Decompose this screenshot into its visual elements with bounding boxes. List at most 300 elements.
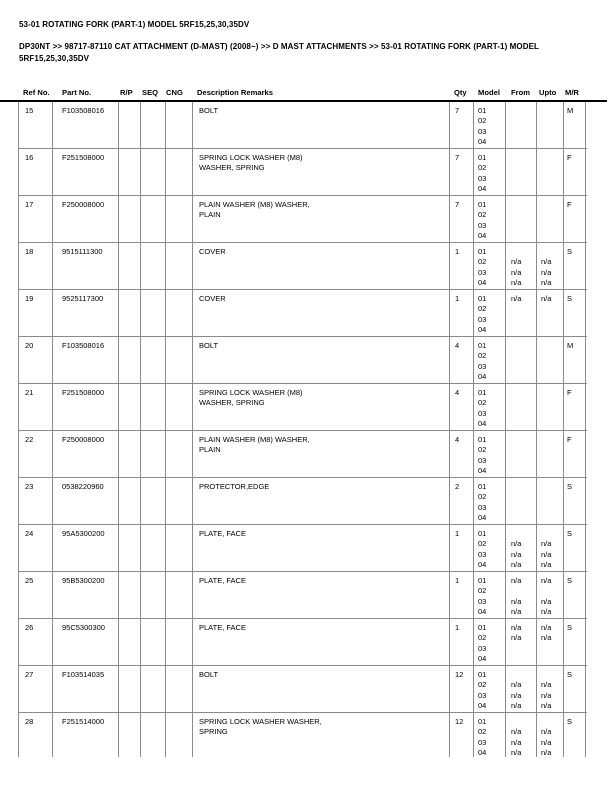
upto-line xyxy=(541,362,561,372)
qty-cell: 4 xyxy=(450,384,474,430)
qty-cell: 7 xyxy=(450,102,474,148)
upto-cell xyxy=(537,478,564,524)
from-line xyxy=(511,221,534,231)
from-line xyxy=(511,106,534,116)
qty-cell: 7 xyxy=(450,196,474,242)
model-cell xyxy=(474,619,506,665)
model-line: 03 xyxy=(478,455,487,465)
cng-cell xyxy=(166,619,193,665)
from-line: n/a xyxy=(511,560,522,570)
description-cell xyxy=(193,102,450,148)
upto-cell xyxy=(537,337,564,383)
from-cell xyxy=(506,431,537,477)
qty-cell: 1 xyxy=(450,243,474,289)
from-line xyxy=(511,492,534,502)
model-line: 03 xyxy=(478,361,487,371)
model-line: 01 xyxy=(478,247,487,256)
description-cell xyxy=(193,337,450,383)
cng-cell xyxy=(166,478,193,524)
from-line: n/a xyxy=(511,727,522,737)
ref-no-cell: 15 xyxy=(19,102,53,148)
rp-cell xyxy=(119,102,141,148)
mr-cell: F xyxy=(564,149,586,195)
upto-line xyxy=(541,435,561,445)
from-cell xyxy=(506,478,537,524)
cng-cell xyxy=(166,713,193,757)
seq-cell xyxy=(141,525,166,571)
description-line: SPRING xyxy=(199,727,228,737)
table-row xyxy=(19,619,587,666)
model-line: 02 xyxy=(478,257,487,267)
upto-line xyxy=(541,174,561,184)
part-no-cell: 9525117300 xyxy=(53,290,119,336)
cng-cell xyxy=(166,572,193,618)
col-header-upto: Upto xyxy=(539,88,557,97)
from-line xyxy=(511,315,534,325)
breadcrumb-line-2: 5RF15,25,30,35DV xyxy=(19,54,90,64)
upto-line xyxy=(541,247,561,257)
seq-cell xyxy=(141,337,166,383)
model-line: 01 xyxy=(478,623,487,632)
model-cell xyxy=(474,337,506,383)
from-line xyxy=(511,419,534,429)
ref-no-cell: 17 xyxy=(19,196,53,242)
qty-cell: 1 xyxy=(450,290,474,336)
ref-no-cell: 19 xyxy=(19,290,53,336)
upto-cell xyxy=(537,619,564,665)
model-cell xyxy=(474,196,506,242)
part-no-cell: F250008000 xyxy=(53,431,119,477)
upto-line xyxy=(541,231,561,241)
description-cell xyxy=(193,666,450,712)
model-line: 01 xyxy=(478,576,487,585)
model-cell xyxy=(474,149,506,195)
model-line: 01 xyxy=(478,106,487,115)
model-line: 04 xyxy=(478,701,487,711)
from-line xyxy=(511,409,534,419)
from-line xyxy=(511,644,534,654)
upto-line xyxy=(541,372,561,382)
qty-cell: 12 xyxy=(450,666,474,712)
seq-cell xyxy=(141,572,166,618)
mr-cell: S xyxy=(564,290,586,336)
model-line: 02 xyxy=(478,304,487,314)
cng-cell xyxy=(166,196,193,242)
table-row xyxy=(19,572,587,619)
upto-line: n/a xyxy=(541,737,552,747)
model-line: 04 xyxy=(478,325,487,335)
upto-cell xyxy=(537,431,564,477)
upto-line xyxy=(541,137,561,147)
from-line xyxy=(511,200,534,210)
from-line xyxy=(511,362,534,372)
model-line: 01 xyxy=(478,717,487,726)
ref-no-cell: 25 xyxy=(19,572,53,618)
model-line: 04 xyxy=(478,466,487,476)
mr-cell: S xyxy=(564,666,586,712)
col-header-description: Description Remarks xyxy=(197,88,273,97)
qty-cell: 4 xyxy=(450,337,474,383)
cng-cell xyxy=(166,525,193,571)
from-line xyxy=(511,325,534,335)
upto-line xyxy=(541,304,561,314)
table-row xyxy=(19,478,587,525)
model-line: 04 xyxy=(478,231,487,241)
upto-line xyxy=(541,654,561,664)
from-line xyxy=(511,247,534,257)
upto-cell xyxy=(537,196,564,242)
from-cell xyxy=(506,666,537,712)
upto-line: n/a xyxy=(541,257,552,267)
upto-line: n/a xyxy=(541,701,552,711)
table-row xyxy=(19,149,587,196)
from-line: n/a xyxy=(511,680,522,690)
upto-line xyxy=(541,670,561,680)
part-no-cell: F103508016 xyxy=(53,102,119,148)
description-line: WASHER, SPRING xyxy=(199,398,265,408)
from-line xyxy=(511,717,534,727)
upto-line xyxy=(541,445,561,455)
rp-cell xyxy=(119,713,141,757)
description-line: PLATE, FACE xyxy=(199,623,246,632)
model-cell xyxy=(474,102,506,148)
model-cell xyxy=(474,384,506,430)
qty-cell: 4 xyxy=(450,431,474,477)
rp-cell xyxy=(119,619,141,665)
from-line xyxy=(511,513,534,523)
from-line xyxy=(511,445,534,455)
description-line: SPRING LOCK WASHER (M8) xyxy=(199,153,303,162)
model-line: 04 xyxy=(478,748,487,757)
col-header-rp: R/P xyxy=(120,88,133,97)
mr-cell: S xyxy=(564,243,586,289)
cng-cell xyxy=(166,149,193,195)
upto-line: n/a xyxy=(541,576,552,585)
model-line: 01 xyxy=(478,482,487,491)
from-cell xyxy=(506,337,537,383)
from-line xyxy=(511,466,534,476)
upto-line: n/a xyxy=(541,623,552,632)
qty-cell: 12 xyxy=(450,713,474,757)
table-row xyxy=(19,337,587,384)
from-cell xyxy=(506,713,537,757)
model-cell xyxy=(474,431,506,477)
model-line: 02 xyxy=(478,351,487,361)
description-cell xyxy=(193,619,450,665)
from-line: n/a xyxy=(511,701,522,711)
model-line: 01 xyxy=(478,435,487,444)
cng-cell xyxy=(166,243,193,289)
from-line xyxy=(511,388,534,398)
upto-line xyxy=(541,153,561,163)
upto-line xyxy=(541,482,561,492)
col-header-ref-no: Ref No. xyxy=(23,88,50,97)
description-line: COVER xyxy=(199,247,226,256)
upto-cell xyxy=(537,290,564,336)
part-no-cell: 9515111300 xyxy=(53,243,119,289)
table-row xyxy=(19,290,587,337)
cng-cell xyxy=(166,337,193,383)
model-line: 03 xyxy=(478,549,487,559)
from-line xyxy=(511,231,534,241)
table-row xyxy=(19,431,587,478)
part-no-cell: 0538220960 xyxy=(53,478,119,524)
description-cell xyxy=(193,431,450,477)
ref-no-cell: 23 xyxy=(19,478,53,524)
model-line: 01 xyxy=(478,153,487,162)
mr-cell: S xyxy=(564,525,586,571)
seq-cell xyxy=(141,713,166,757)
mr-cell: F xyxy=(564,196,586,242)
model-line: 02 xyxy=(478,492,487,502)
from-line xyxy=(511,351,534,361)
rp-cell xyxy=(119,243,141,289)
from-line: n/a xyxy=(511,690,522,700)
from-line xyxy=(511,372,534,382)
model-line: 02 xyxy=(478,116,487,126)
rp-cell xyxy=(119,431,141,477)
seq-cell xyxy=(141,149,166,195)
cng-cell xyxy=(166,666,193,712)
from-cell xyxy=(506,290,537,336)
table-row xyxy=(19,196,587,243)
from-line: n/a xyxy=(511,549,522,559)
model-line: 02 xyxy=(478,445,487,455)
col-header-mr: M/R xyxy=(565,88,579,97)
upto-line xyxy=(541,184,561,194)
from-line xyxy=(511,116,534,126)
col-header-cng: CNG xyxy=(166,88,183,97)
model-line: 01 xyxy=(478,529,487,538)
model-cell xyxy=(474,478,506,524)
model-line: 04 xyxy=(478,654,487,664)
model-line: 03 xyxy=(478,173,487,183)
cng-cell xyxy=(166,431,193,477)
upto-cell xyxy=(537,149,564,195)
mr-cell: S xyxy=(564,572,586,618)
seq-cell xyxy=(141,384,166,430)
upto-line xyxy=(541,644,561,654)
ref-no-cell: 16 xyxy=(19,149,53,195)
mr-cell: F xyxy=(564,431,586,477)
mr-cell: M xyxy=(564,337,586,383)
description-line: WASHER, SPRING xyxy=(199,163,265,173)
mr-cell: F xyxy=(564,384,586,430)
model-line: 02 xyxy=(478,680,487,690)
upto-line: n/a xyxy=(541,294,552,303)
from-line xyxy=(511,435,534,445)
from-line: n/a xyxy=(511,623,522,632)
mr-cell: S xyxy=(564,619,586,665)
col-header-from: From xyxy=(511,88,530,97)
upto-cell xyxy=(537,384,564,430)
col-header-qty: Qty xyxy=(454,88,467,97)
table-row xyxy=(19,384,587,431)
table-column-headers xyxy=(0,88,612,100)
from-cell xyxy=(506,196,537,242)
model-line: 04 xyxy=(478,372,487,382)
table-row xyxy=(19,713,587,757)
upto-line xyxy=(541,163,561,173)
from-cell xyxy=(506,619,537,665)
upto-line: n/a xyxy=(541,680,552,690)
page-title: 53-01 ROTATING FORK (PART-1) MODEL 5RF15,25,30,35DV xyxy=(19,20,250,29)
ref-no-cell: 20 xyxy=(19,337,53,383)
from-line xyxy=(511,304,534,314)
ref-no-cell: 22 xyxy=(19,431,53,477)
from-line: n/a xyxy=(511,278,522,288)
model-line: 02 xyxy=(478,210,487,220)
model-line: 03 xyxy=(478,502,487,512)
model-line: 03 xyxy=(478,690,487,700)
from-line: n/a xyxy=(511,748,522,757)
description-line: PLAIN xyxy=(199,210,221,220)
model-line: 01 xyxy=(478,670,487,679)
from-line xyxy=(511,341,534,351)
part-no-cell: F251514000 xyxy=(53,713,119,757)
from-line xyxy=(511,529,534,539)
model-cell xyxy=(474,572,506,618)
upto-cell xyxy=(537,666,564,712)
part-no-cell: 95B5300200 xyxy=(53,572,119,618)
upto-line xyxy=(541,466,561,476)
description-line: PLAIN WASHER (M8) WASHER, xyxy=(199,435,310,444)
description-line: BOLT xyxy=(199,670,219,679)
description-line: PLAIN xyxy=(199,445,221,455)
model-line: 04 xyxy=(478,184,487,194)
ref-no-cell: 18 xyxy=(19,243,53,289)
model-line: 03 xyxy=(478,408,487,418)
upto-line xyxy=(541,419,561,429)
upto-line xyxy=(541,398,561,408)
upto-line xyxy=(541,409,561,419)
qty-cell: 2 xyxy=(450,478,474,524)
qty-cell: 1 xyxy=(450,525,474,571)
from-line xyxy=(511,586,534,596)
part-no-cell: F103514035 xyxy=(53,666,119,712)
from-line: n/a xyxy=(511,539,522,549)
upto-line xyxy=(541,127,561,137)
upto-cell xyxy=(537,572,564,618)
seq-cell xyxy=(141,102,166,148)
model-line: 01 xyxy=(478,388,487,397)
rp-cell xyxy=(119,572,141,618)
upto-line xyxy=(541,221,561,231)
cng-cell xyxy=(166,290,193,336)
model-line: 02 xyxy=(478,633,487,643)
upto-cell xyxy=(537,525,564,571)
col-header-model: Model xyxy=(478,88,500,97)
from-line: n/a xyxy=(511,737,522,747)
upto-line: n/a xyxy=(541,267,552,277)
description-line: SPRING LOCK WASHER (M8) xyxy=(199,388,303,397)
upto-line xyxy=(541,200,561,210)
description-line: PLATE, FACE xyxy=(199,529,246,538)
col-header-part-no: Part No. xyxy=(62,88,92,97)
description-cell xyxy=(193,243,450,289)
rp-cell xyxy=(119,525,141,571)
from-line xyxy=(511,503,534,513)
model-cell xyxy=(474,666,506,712)
qty-cell: 1 xyxy=(450,572,474,618)
part-no-cell: F103508016 xyxy=(53,337,119,383)
ref-no-cell: 21 xyxy=(19,384,53,430)
description-cell xyxy=(193,384,450,430)
rp-cell xyxy=(119,666,141,712)
from-line: n/a xyxy=(511,294,522,303)
model-cell xyxy=(474,243,506,289)
table-row xyxy=(19,243,587,290)
from-line xyxy=(511,137,534,147)
upto-line: n/a xyxy=(541,549,552,559)
from-line xyxy=(511,670,534,680)
upto-line xyxy=(541,341,561,351)
breadcrumb-line-1: DP30NT >> 98717-87110 CAT ATTACHMENT (D-MAST) (2008~) >> D MAST ATTACHMENTS >> 53-01 ROTATING FORK (PART-1) MODEL xyxy=(19,42,540,51)
model-cell xyxy=(474,525,506,571)
rp-cell xyxy=(119,196,141,242)
table-row xyxy=(19,525,587,572)
seq-cell xyxy=(141,431,166,477)
from-cell xyxy=(506,243,537,289)
from-line xyxy=(511,482,534,492)
seq-cell xyxy=(141,478,166,524)
from-line xyxy=(511,163,534,173)
model-cell xyxy=(474,290,506,336)
upto-line xyxy=(541,492,561,502)
upto-line: n/a xyxy=(541,278,552,288)
upto-line xyxy=(541,210,561,220)
cng-cell xyxy=(166,102,193,148)
cng-cell xyxy=(166,384,193,430)
from-line: n/a xyxy=(511,607,522,617)
upto-line xyxy=(541,351,561,361)
from-cell xyxy=(506,149,537,195)
description-cell xyxy=(193,478,450,524)
upto-cell xyxy=(537,243,564,289)
description-cell xyxy=(193,149,450,195)
mr-cell: S xyxy=(564,478,586,524)
upto-line xyxy=(541,503,561,513)
model-line: 04 xyxy=(478,419,487,429)
from-line: n/a xyxy=(511,576,522,585)
part-no-cell: 95C5300300 xyxy=(53,619,119,665)
mr-cell: S xyxy=(564,713,586,757)
table-row xyxy=(19,666,587,713)
upto-line xyxy=(541,106,561,116)
upto-line xyxy=(541,456,561,466)
from-cell xyxy=(506,102,537,148)
from-line xyxy=(511,127,534,137)
upto-line xyxy=(541,388,561,398)
rp-cell xyxy=(119,478,141,524)
table-row xyxy=(19,102,587,149)
model-line: 04 xyxy=(478,560,487,570)
model-line: 03 xyxy=(478,267,487,277)
part-no-cell: 95A5300200 xyxy=(53,525,119,571)
description-line: PLATE, FACE xyxy=(199,576,246,585)
from-line xyxy=(511,398,534,408)
description-line: PROTECTOR,EDGE xyxy=(199,482,270,491)
breadcrumb xyxy=(19,41,599,66)
model-line: 02 xyxy=(478,539,487,549)
upto-line: n/a xyxy=(541,607,552,617)
from-line: n/a xyxy=(511,257,522,267)
model-line: 04 xyxy=(478,278,487,288)
upto-line: n/a xyxy=(541,596,552,606)
upto-line xyxy=(541,529,561,539)
description-cell xyxy=(193,525,450,571)
upto-line: n/a xyxy=(541,560,552,570)
